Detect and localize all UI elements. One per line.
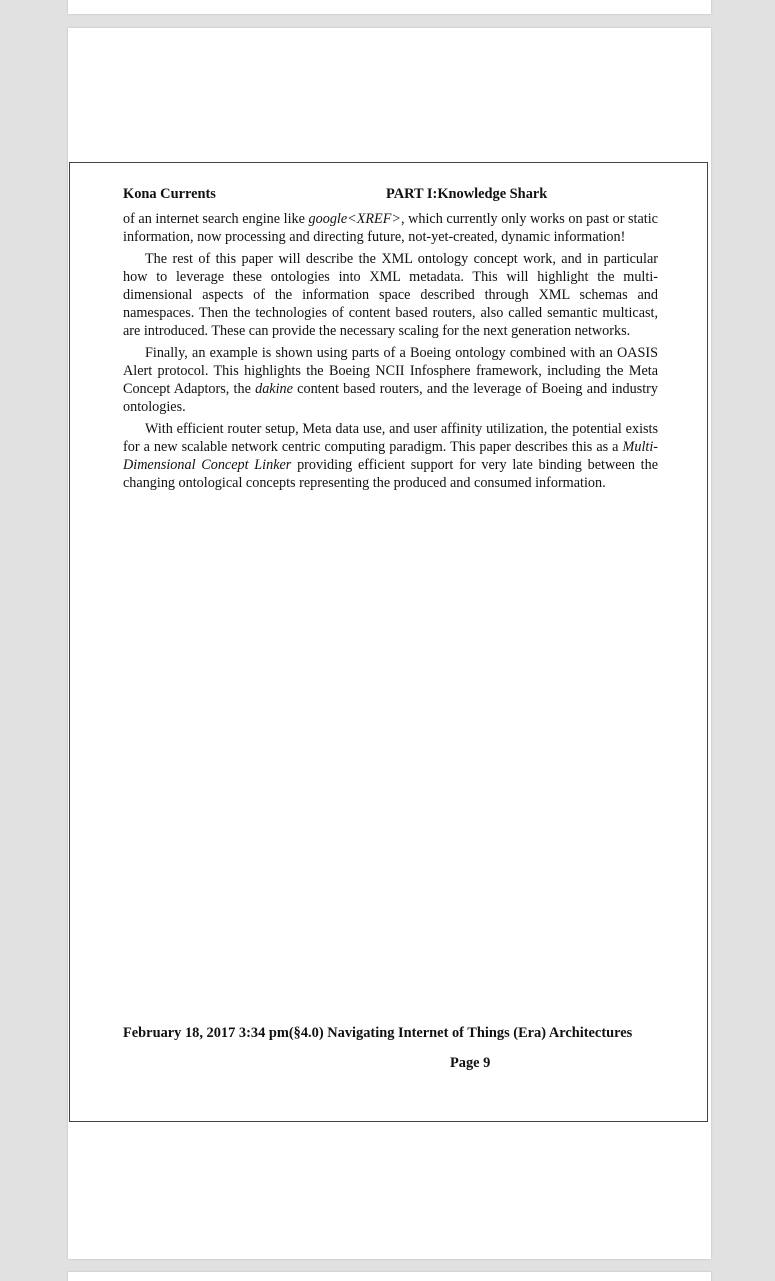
current-page	[68, 28, 711, 1259]
paragraph-4: With efficient router setup, Meta data use, and user affinity utilization, the potential exists for a new scalable network centric computing paradigm. This paper describes this as a Multi-Dimensional Concept Linker providing efficient support for very late binding between the changing ontological concepts representing the produced and consumed information.	[123, 421, 658, 491]
body-text	[123, 210, 658, 492]
paragraph-1: of an internet search engine like google<XREF>, which currently only works on past or static information, now processing and directing future, not-yet-created, dynamic information!	[123, 211, 658, 245]
header-document-title: Kona Currents	[123, 186, 216, 202]
header-part-title: PART I:Knowledge Shark	[386, 186, 548, 202]
previous-page	[68, 0, 711, 14]
running-header	[123, 185, 658, 205]
running-footer: February 18, 2017 3:34 pm(§4.0) Navigating Internet of Things (Era) Architectures	[123, 1025, 633, 1041]
page-number: Page 9	[450, 1055, 491, 1071]
xref-reference: google<XREF>	[308, 211, 401, 227]
paragraph-3: Finally, an example is shown using parts of a Boeing ontology combined with an OASIS Alert protocol. This highlights the Boeing NCII Infosphere framework, including the Meta Concept Adaptors, the dakine content based routers, and the leverage of Boeing and industry ontologies.	[123, 345, 658, 415]
paragraph-2: The rest of this paper will describe the XML ontology concept work, and in particular how to leverage these ontologies into XML metadata. This will highlight the multi-dimensional aspects of the information space described through XML schemas and namespaces. Then the technologies of content based routers, also called semantic multicast, are introduced. These can provide the necessary scaling for the next generation networks.	[123, 251, 658, 339]
dakine-term: dakine	[255, 381, 293, 397]
concept-linker-term: Multi-Dimensional Concept Linker	[123, 439, 658, 473]
page-border-frame	[69, 162, 708, 1122]
page-content	[123, 185, 658, 496]
next-page	[68, 1272, 711, 1281]
